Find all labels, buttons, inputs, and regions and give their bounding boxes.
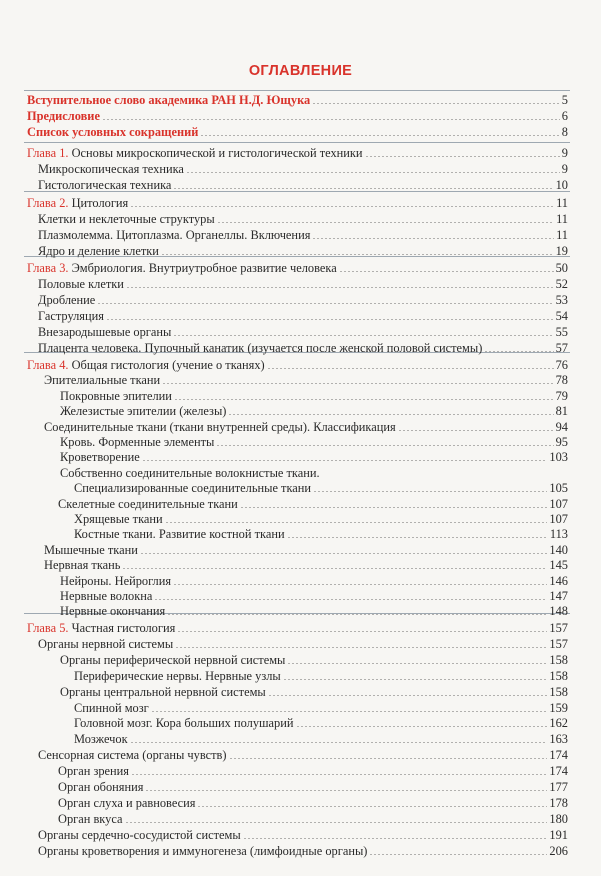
- toc-chapter-row[interactable]: [27, 145, 568, 161]
- entry-text: Орган обоняния: [58, 780, 144, 794]
- page-number: 9: [561, 146, 568, 160]
- entry-text: Сенсорная система (органы чувств): [38, 748, 227, 763]
- dot-leader: [130, 742, 548, 743]
- dot-leader: [312, 238, 554, 239]
- page-number: 146: [549, 573, 568, 588]
- dot-leader: [162, 383, 553, 384]
- page-number: 158: [549, 684, 568, 699]
- page-number: 19: [555, 244, 568, 258]
- entry-text: Кровь. Форменные элементы: [60, 435, 215, 449]
- dot-leader: [174, 399, 554, 400]
- entry-text: Органы нервной системы: [38, 636, 174, 651]
- toc-entry-title: [60, 403, 226, 419]
- toc-entry-row[interactable]: [74, 668, 568, 684]
- toc-entry-row[interactable]: [60, 603, 568, 619]
- toc-entry-row[interactable]: [58, 496, 568, 512]
- entry-text: Внезародышевые органы: [38, 325, 172, 339]
- page-number: 8: [561, 125, 568, 139]
- entry-text: Микроскопическая техника: [38, 162, 184, 176]
- toc-entry-row[interactable]: [58, 779, 568, 795]
- toc-entry-title: [38, 636, 173, 652]
- page-number: 162: [549, 716, 568, 731]
- toc-entry-title: [38, 243, 159, 259]
- dot-leader: [339, 271, 554, 272]
- toc-entry-row[interactable]: [60, 684, 568, 700]
- toc-entry-row[interactable]: [38, 827, 568, 843]
- toc-entry-row[interactable]: [27, 108, 568, 124]
- toc-chapter-row[interactable]: [27, 195, 568, 211]
- page-number: 107: [549, 512, 568, 526]
- dot-leader: [173, 584, 547, 585]
- toc-entry-row[interactable]: [60, 465, 320, 481]
- entry-text: Общая гистология (учение о тканях): [68, 358, 265, 372]
- page-number: 174: [549, 748, 568, 763]
- page-number: 103: [549, 450, 568, 465]
- dot-leader: [186, 172, 560, 173]
- entry-text: Покровные эпителии: [60, 388, 172, 403]
- dot-leader: [140, 553, 548, 554]
- page-number: 177: [549, 780, 568, 794]
- dot-leader: [165, 522, 548, 523]
- toc-entry-title: [38, 161, 184, 177]
- toc-entry-title: [38, 843, 367, 859]
- entry-text: Органы периферической нервной системы: [60, 652, 286, 667]
- dot-leader: [369, 854, 547, 855]
- page-number: 79: [555, 388, 568, 403]
- entry-text: Хрящевые ткани: [74, 512, 163, 526]
- toc-entry-row[interactable]: [44, 557, 568, 573]
- entry-text: Плацента человека. Пупочный канатик (изучается после женской половой системы): [38, 341, 483, 355]
- dot-leader: [287, 663, 547, 664]
- page-number: 53: [555, 293, 568, 307]
- toc-entry-title: [27, 124, 198, 140]
- entry-text: Эпителиальные ткани: [44, 373, 161, 388]
- toc-entry-row[interactable]: [38, 340, 568, 356]
- toc-entry-title: [38, 747, 227, 763]
- dot-leader: [142, 460, 548, 461]
- page-number: 95: [555, 435, 568, 449]
- dot-leader: [173, 188, 553, 189]
- dot-leader: [313, 491, 547, 492]
- entry-text: Эмбриология. Внутриутробное развитие человека: [68, 261, 337, 275]
- entry-text: Головной мозг. Кора больших полушарий: [74, 716, 294, 731]
- dot-leader: [130, 206, 554, 207]
- toc-entry-title: [58, 795, 195, 811]
- entry-text: Мозжечок: [74, 732, 128, 747]
- toc-entry-row[interactable]: [38, 636, 568, 652]
- page-number: 50: [555, 261, 568, 275]
- dot-leader: [122, 568, 547, 569]
- toc-entry-row[interactable]: [38, 324, 568, 340]
- entry-text: Костные ткани. Развитие костной ткани: [74, 527, 285, 542]
- dot-leader: [268, 695, 548, 696]
- entry-text: Список условных сокращений: [27, 125, 199, 139]
- toc-entry-row[interactable]: [27, 124, 568, 140]
- dot-leader: [173, 335, 553, 336]
- dot-leader: [200, 135, 559, 136]
- entry-text: Органы сердечно-сосудистой системы: [38, 827, 241, 842]
- toc-entry-row[interactable]: [44, 419, 568, 435]
- entry-text: Плазмолемма. Цитоплазма. Органеллы. Включения: [38, 228, 311, 242]
- toc-entry-row[interactable]: [27, 92, 568, 108]
- toc-entry-title: [60, 588, 152, 604]
- toc-entry-row[interactable]: [38, 227, 568, 243]
- section-divider: [24, 142, 570, 143]
- page-number: 76: [555, 358, 568, 372]
- toc-entry-row[interactable]: [74, 480, 568, 496]
- toc-entry-title: [38, 177, 171, 193]
- chapter-label: Глава 5.: [27, 621, 69, 635]
- toc-entry-title: [74, 668, 281, 684]
- page-number: 113: [549, 527, 568, 542]
- page-number: 57: [555, 341, 568, 355]
- entry-text: Нервные волокна: [60, 589, 153, 603]
- dot-leader: [229, 758, 548, 759]
- dot-leader: [151, 711, 548, 712]
- page-number: 140: [549, 542, 568, 557]
- entry-text: Цитология: [68, 196, 129, 210]
- entry-text: Дробление: [38, 293, 96, 307]
- toc-entry-row[interactable]: [74, 511, 568, 527]
- page-number: 163: [549, 732, 568, 747]
- entry-text: Орган слуха и равновесия: [58, 795, 196, 810]
- toc-entry-row[interactable]: [74, 700, 568, 716]
- page-number: 55: [555, 325, 568, 339]
- toc-entry-title: [27, 620, 175, 636]
- entry-text: Специализированные соединительные ткани: [74, 481, 312, 496]
- entry-text: Клетки и неклеточные структуры: [38, 212, 215, 226]
- entry-text: Органы кроветворения и иммуногенеза (лимфоидные органы): [38, 843, 368, 858]
- toc-entry-row[interactable]: [38, 308, 568, 324]
- toc-entry-title: [60, 465, 320, 481]
- entry-text: Скелетные соединительные ткани: [58, 496, 238, 511]
- toc-entry-title: [38, 211, 215, 227]
- entry-text: Гистологическая техника: [38, 178, 172, 192]
- toc-entry-row[interactable]: [38, 211, 568, 227]
- toc-entry-row[interactable]: [44, 542, 568, 558]
- page-number: 157: [549, 621, 568, 635]
- dot-leader: [267, 368, 554, 369]
- toc-entry-title: [74, 731, 128, 747]
- entry-text: Вступительное слово академика РАН Н.Д. Ющука: [27, 93, 311, 107]
- dot-leader: [312, 103, 560, 104]
- toc-entry-row[interactable]: [60, 652, 568, 668]
- dot-leader: [228, 414, 553, 415]
- toc-entry-title: [44, 542, 138, 558]
- toc-entry-title: [58, 779, 143, 795]
- dot-leader: [216, 445, 553, 446]
- entry-text: Мышечные ткани: [44, 542, 138, 557]
- entry-text: Соединительные ткани (ткани внутренней среды). Классификация: [44, 419, 396, 434]
- toc-entry-title: [60, 573, 171, 589]
- toc-entry-row[interactable]: [38, 276, 568, 292]
- dot-leader: [106, 319, 554, 320]
- toc-entry-title: [58, 763, 129, 779]
- toc-entry-row[interactable]: [74, 715, 568, 731]
- page-number: 9: [561, 162, 568, 176]
- dot-leader: [243, 838, 548, 839]
- entry-text: Спинной мозг: [74, 700, 149, 715]
- page-number: 5: [561, 93, 568, 107]
- toc-entry-title: [74, 715, 294, 731]
- entry-text: Периферические нервы. Нервные узлы: [74, 668, 281, 683]
- page-number: 158: [549, 652, 568, 667]
- toc-entry-title: [44, 419, 396, 435]
- entry-text: Нервная ткань: [44, 558, 121, 573]
- dot-leader: [398, 430, 554, 431]
- toc-entry-title: [60, 449, 140, 465]
- toc-entry-title: [44, 557, 120, 573]
- toc-entry-title: [60, 434, 214, 450]
- dot-leader: [217, 222, 554, 223]
- page-number: 178: [549, 795, 568, 810]
- dot-leader: [102, 119, 560, 120]
- toc-chapter-row[interactable]: [27, 260, 568, 276]
- toc-entry-title: [38, 227, 310, 243]
- dot-leader: [125, 822, 548, 823]
- page-number: 145: [549, 558, 568, 573]
- page-number: 54: [555, 309, 568, 323]
- toc-entry-row[interactable]: [44, 372, 568, 388]
- entry-text: Предисловие: [27, 109, 100, 123]
- page-number: 11: [556, 196, 568, 210]
- toc-entry-row[interactable]: [38, 161, 568, 177]
- toc-entry-title: [27, 145, 363, 161]
- dot-leader: [131, 774, 547, 775]
- toc-entry-title: [38, 827, 241, 843]
- toc-entry-title: [58, 811, 123, 827]
- dot-leader: [126, 287, 554, 288]
- toc-entry-row[interactable]: [60, 573, 568, 589]
- toc-entry-row[interactable]: [38, 843, 568, 859]
- page-title: ОГЛАВЛЕНИЕ: [248, 63, 353, 79]
- toc-entry-title: [60, 652, 285, 668]
- entry-text: Кроветворение: [60, 450, 140, 465]
- chapter-label: Глава 3.: [27, 261, 69, 275]
- entry-text: Половые клетки: [38, 277, 124, 291]
- page-number: 159: [549, 700, 568, 715]
- page-number: 158: [549, 668, 568, 683]
- toc-chapter-row[interactable]: [27, 620, 568, 636]
- dot-leader: [145, 790, 547, 791]
- toc-entry-title: [60, 684, 266, 700]
- toc-entry-row[interactable]: [38, 747, 568, 763]
- dot-leader: [161, 254, 554, 255]
- entry-text: Железистые эпителии (железы): [60, 404, 227, 419]
- entry-text: Гаструляция: [38, 309, 104, 323]
- section-divider: [24, 90, 570, 91]
- page-number: 10: [555, 178, 568, 192]
- toc-entry-title: [74, 526, 285, 542]
- page-number: 78: [555, 373, 568, 388]
- page-number: 94: [555, 419, 568, 434]
- page-number: 174: [549, 764, 568, 779]
- toc-entry-row[interactable]: [58, 763, 568, 779]
- toc-entry-title: [27, 195, 128, 211]
- toc-entry-row[interactable]: [74, 731, 568, 747]
- page-number: 107: [549, 496, 568, 511]
- toc-entry-title: [27, 357, 265, 373]
- chapter-label: Глава 2.: [27, 196, 69, 210]
- dot-leader: [177, 631, 547, 632]
- dot-leader: [97, 303, 553, 304]
- entry-text: Органы центральной нервной системы: [60, 684, 266, 699]
- toc-entry-row[interactable]: [60, 449, 568, 465]
- toc-entry-title: [60, 603, 165, 619]
- toc-entry-row[interactable]: [60, 434, 568, 450]
- entry-text: Частная гистология: [68, 621, 176, 635]
- entry-text: Орган вкуса: [58, 811, 123, 826]
- toc-chapter-row[interactable]: [27, 357, 568, 373]
- page-number: 6: [561, 109, 568, 123]
- page-number: 206: [549, 843, 568, 858]
- dot-leader: [365, 156, 560, 157]
- dot-leader: [240, 507, 548, 508]
- toc-entry-row[interactable]: [60, 403, 568, 419]
- toc-entry-title: [38, 276, 124, 292]
- dot-leader: [484, 351, 553, 352]
- toc-entry-title: [38, 340, 482, 356]
- page-number: 11: [556, 228, 568, 242]
- chapter-label: Глава 4.: [27, 358, 69, 372]
- entry-text: Собственно соединительные волокнистые ткани.: [60, 465, 320, 480]
- dot-leader: [154, 599, 547, 600]
- entry-text: Основы микроскопической и гистологической техники: [68, 146, 363, 160]
- page-number: 105: [549, 481, 568, 496]
- entry-text: Нервные окончания: [60, 604, 166, 619]
- dot-leader: [167, 614, 547, 615]
- toc-entry-row[interactable]: [74, 526, 568, 542]
- entry-text: Орган зрения: [58, 764, 130, 779]
- page-number: 52: [555, 277, 568, 291]
- dot-leader: [296, 726, 548, 727]
- toc-entry-title: [38, 292, 95, 308]
- toc-entry-row[interactable]: [38, 177, 568, 193]
- dot-leader: [287, 537, 548, 538]
- toc-entry-row[interactable]: [60, 588, 568, 604]
- toc-entry-row[interactable]: [38, 292, 568, 308]
- toc-entry-title: [74, 480, 311, 496]
- toc-entry-row[interactable]: [60, 388, 568, 404]
- toc-entry-title: [38, 308, 104, 324]
- dot-leader: [197, 806, 547, 807]
- toc-entry-row[interactable]: [58, 795, 568, 811]
- page-number: 147: [549, 589, 568, 603]
- toc-entry-row[interactable]: [58, 811, 568, 827]
- entry-text: Нейроны. Нейроглия: [60, 573, 172, 588]
- page-number: 180: [549, 811, 568, 826]
- page-number: 191: [549, 827, 568, 842]
- toc-entry-title: [74, 511, 163, 527]
- toc-entry-title: [27, 92, 310, 108]
- page-number: 81: [555, 404, 568, 419]
- toc-entry-title: [58, 496, 238, 512]
- dot-leader: [175, 647, 547, 648]
- toc-entry-title: [27, 108, 100, 124]
- toc-entry-title: [27, 260, 337, 276]
- toc-entry-title: [44, 372, 160, 388]
- page-number: 148: [549, 604, 568, 619]
- page-number: 11: [556, 212, 568, 226]
- page-number: 157: [549, 636, 568, 651]
- toc-entry-title: [38, 324, 171, 340]
- chapter-label: Глава 1.: [27, 146, 69, 160]
- toc-entry-title: [74, 700, 149, 716]
- toc-entry-row[interactable]: [38, 243, 568, 259]
- entry-text: Ядро и деление клетки: [38, 244, 159, 258]
- toc-entry-title: [60, 388, 172, 404]
- dot-leader: [283, 679, 548, 680]
